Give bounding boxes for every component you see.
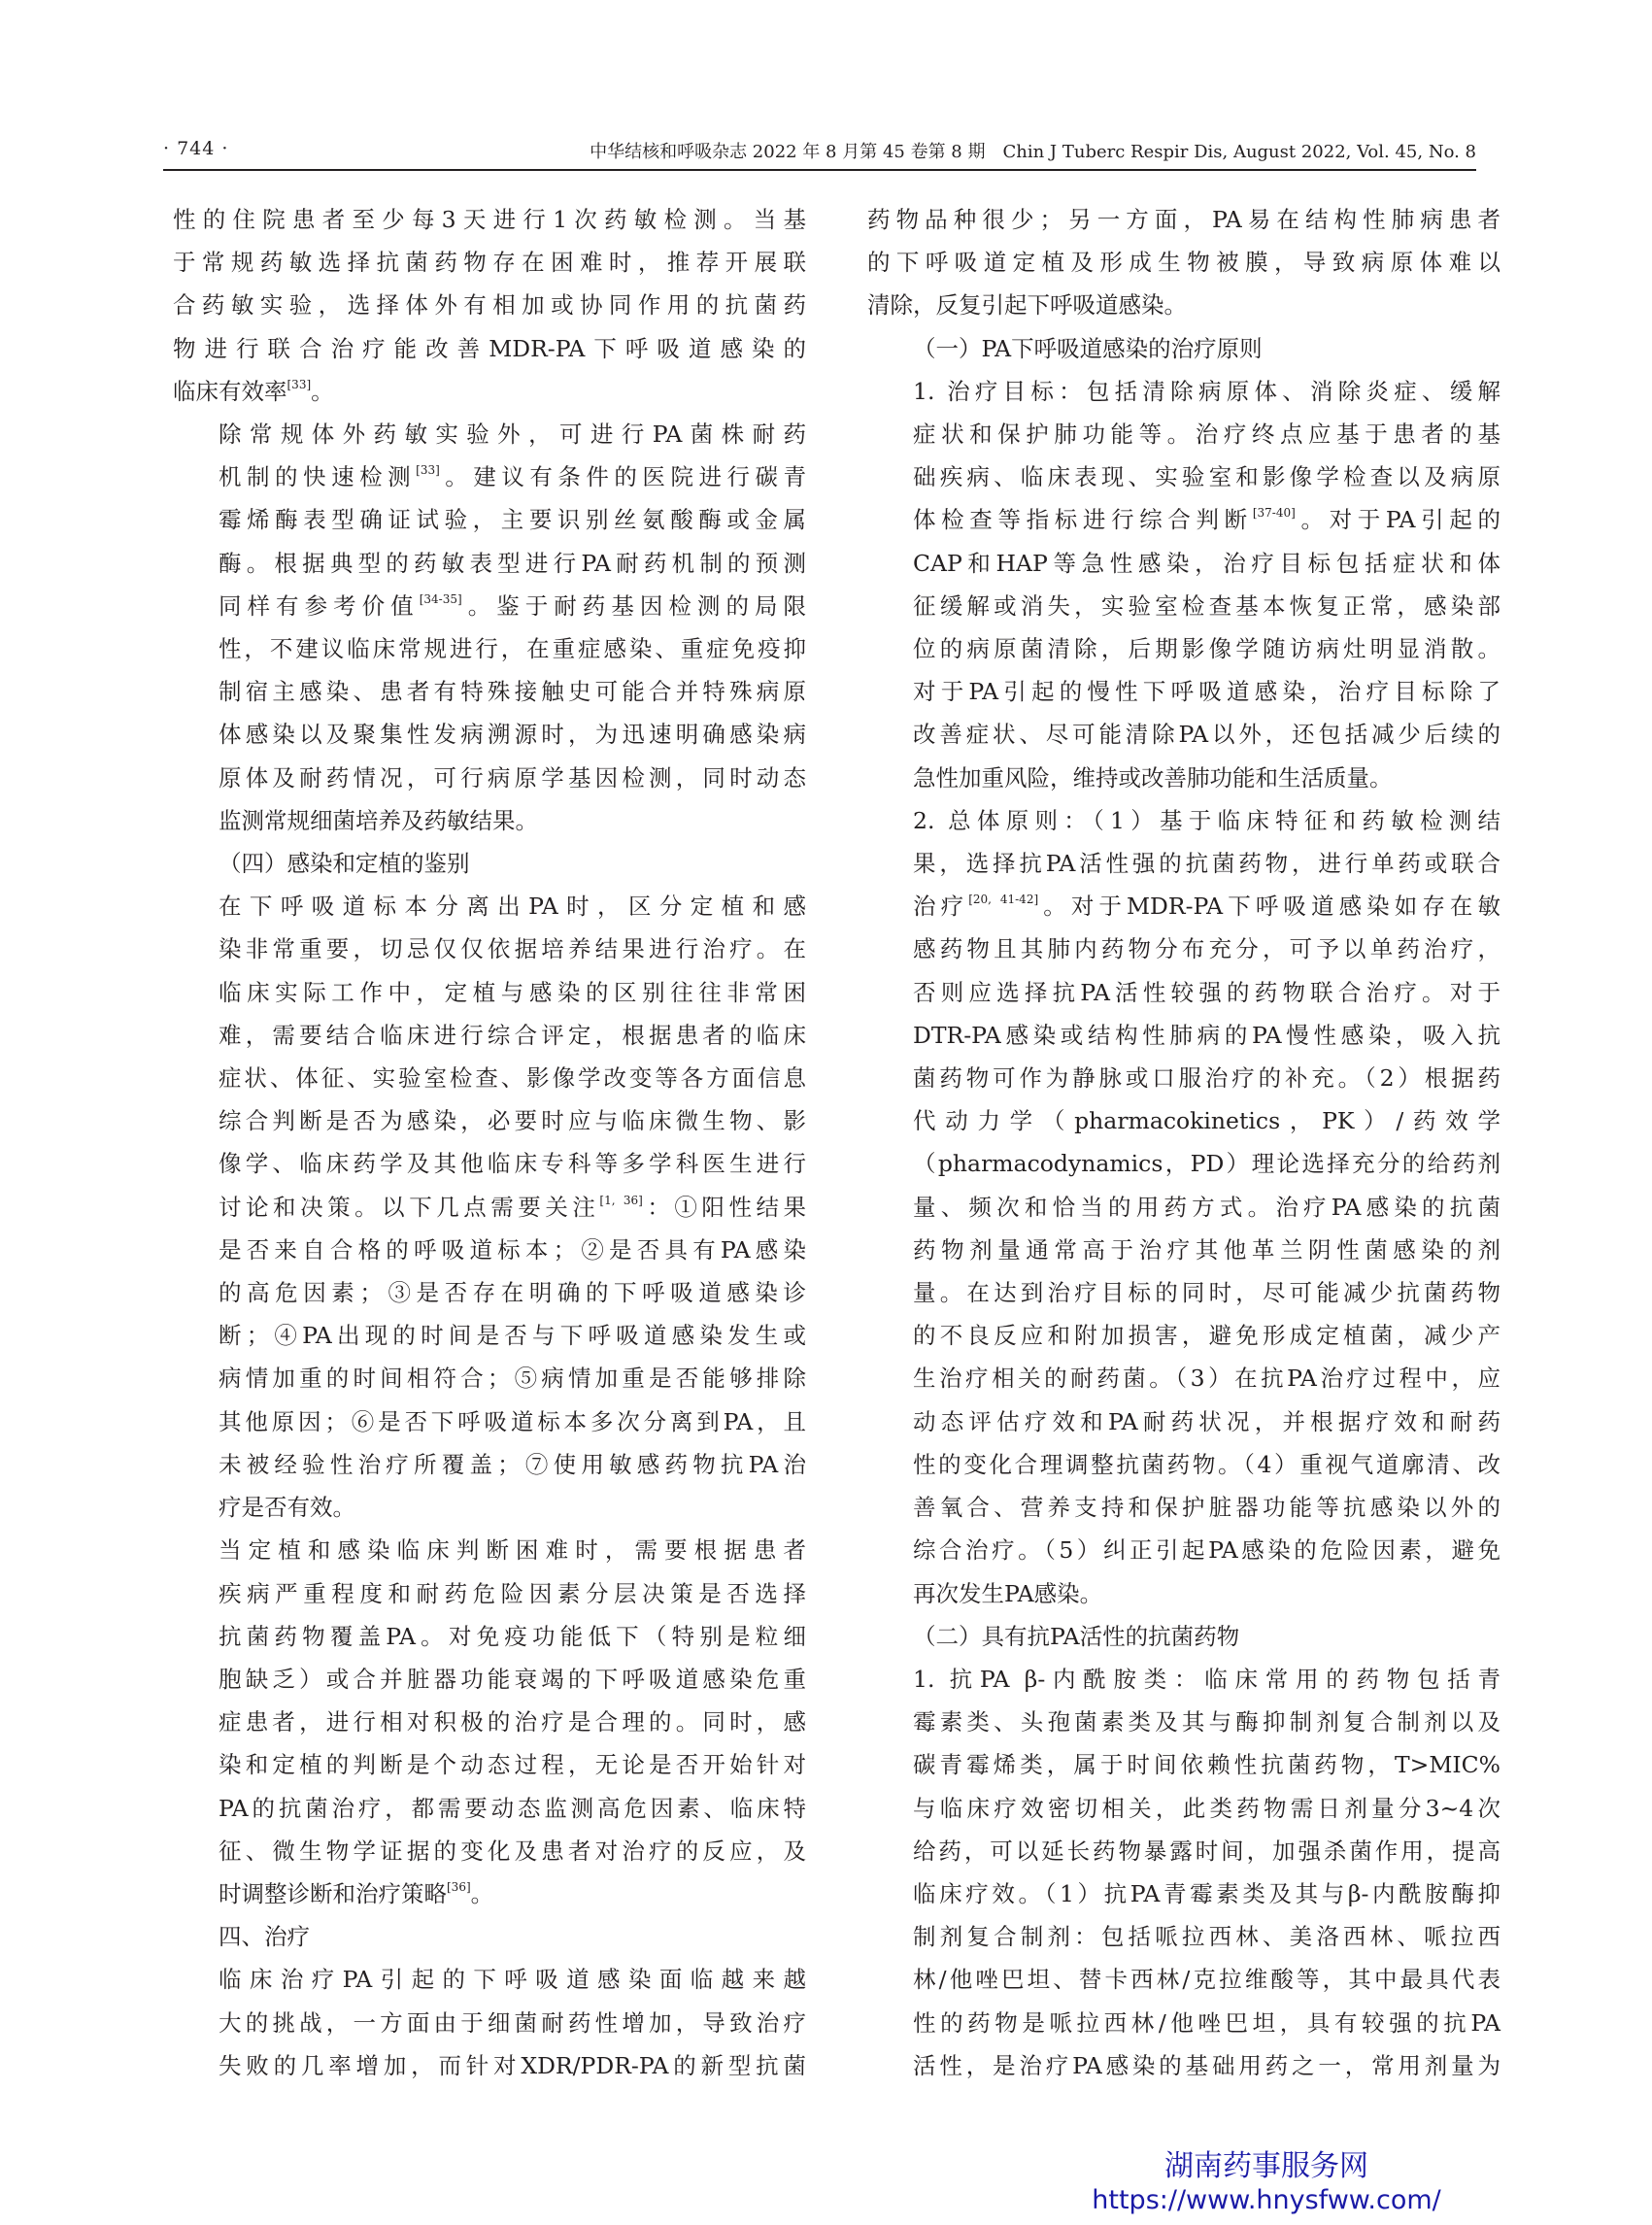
text-line: 监测常规细菌培养及药敏结果。 xyxy=(219,806,538,834)
text-line: 霉素类、头孢菌素类及其与酶抑制剂复合制剂以及 xyxy=(913,1708,1500,1736)
text-line: 生治疗相关的耐药菌。（3）在抗PA治疗过程中，应 xyxy=(913,1365,1500,1393)
text-line: 改善症状、尽可能清除PA以外，还包括减少后续的 xyxy=(913,721,1500,749)
citation: [37-40] xyxy=(1252,506,1296,521)
text-line: 位的病原菌清除，后期影像学随访病灶明显消散。 xyxy=(913,635,1500,663)
text-line: 的不良反应和附加损害，避免形成定植菌，减少产 xyxy=(913,1322,1500,1350)
text-line: 大的挑战，一方面由于细菌耐药性增加，导致治疗 xyxy=(219,2008,806,2037)
text-line: 于常规药敏选择抗菌药物存在困难时，推荐开展联 xyxy=(173,249,806,277)
citation: [36] xyxy=(447,1879,471,1894)
text-line: 2. 总体原则：（1）基于临床特征和药敏检测结 xyxy=(913,806,1500,834)
text-line: 临床实际工作中，定植与感染的区别往往非常困 xyxy=(219,978,806,1006)
text-line: 是否来自合格的呼吸道标本；②是否具有PA感染 xyxy=(219,1235,806,1264)
text-line: 胞缺乏）或合并脏器功能衰竭的下呼吸道感染危重 xyxy=(219,1665,806,1693)
text-line: 性的药物是哌拉西林/他唑巴坦，具有较强的抗PA xyxy=(913,2008,1500,2037)
text-line: 其他原因；⑥是否下呼吸道标本多次分离到PA，且 xyxy=(219,1407,806,1435)
section-heading: （四）感染和定植的鉴别 xyxy=(219,850,470,878)
text-line: 性的变化合理调整抗菌药物。（4）重视气道廓清、改 xyxy=(913,1450,1500,1478)
text-line: 染非常重要，切忌仅仅依据培养结果进行治疗。在 xyxy=(219,935,806,963)
text-line: 的下呼吸道定植及形成生物被膜，导致病原体难以 xyxy=(867,249,1500,277)
watermark-url[interactable]: https://www.hnysfww.com/ xyxy=(1092,2185,1441,2215)
text-line: 综合治疗。（5）纠正引起PA感染的危险因素，避免 xyxy=(913,1536,1500,1565)
text-line: 急性加重风险，维持或改善肺功能和生活质量。 xyxy=(913,763,1393,792)
text-line: 给药，可以延长药物暴露时间，加强杀菌作用，提高 xyxy=(913,1837,1500,1865)
text-line: 础疾病、临床表现、实验室和影像学检查以及病原 xyxy=(913,463,1500,491)
text-line: 在下呼吸道标本分离出PA时，区分定植和感 xyxy=(219,893,806,921)
journal-citation: 中华结核和呼吸杂志 2022 年 8 月第 45 卷第 8 期 Chin J Tuberc Respir Dis, August 2022, Vol. 45, No. 8 xyxy=(590,142,1476,162)
paragraph xyxy=(867,799,1500,1615)
text-line: 征、微生物学证据的变化及患者对治疗的反应，及 xyxy=(219,1837,806,1865)
text-line: 量。在达到治疗目标的同时，尽可能减少抗菌药物 xyxy=(913,1279,1500,1307)
text-line: 感药物且其肺内药物分布充分，可予以单药治疗， xyxy=(913,935,1500,963)
text-line: 时调整诊断和治疗策略[36]。 xyxy=(219,1879,494,1907)
text-line: 动态评估疗效和PA耐药状况，并根据疗效和耐药 xyxy=(913,1407,1500,1435)
text-line: 碳青霉烯类，属于时间依赖性抗菌药物，T>MIC% xyxy=(913,1751,1500,1779)
text-line: 否则应选择抗PA活性较强的药物联合治疗。对于 xyxy=(913,978,1500,1006)
paragraph xyxy=(867,1658,1500,2087)
text-line: （pharmacodynamics，PD）理论选择充分的给药剂 xyxy=(913,1150,1500,1178)
text-line: 1. 治疗目标：包括清除病原体、消除炎症、缓解 xyxy=(913,377,1500,405)
text-line: 未被经验性治疗所覆盖；⑦使用敏感药物抗PA治 xyxy=(219,1450,806,1478)
text-line: 当定植和感染临床判断困难时，需要根据患者 xyxy=(219,1536,806,1565)
page-number: · 744 · xyxy=(163,138,229,159)
text-line: 药物品种很少；另一方面，PA易在结构性肺病患者 xyxy=(867,206,1500,233)
text-line: 治疗[20, 41-42]。对于MDR-PA下呼吸道感染如存在敏 xyxy=(913,893,1501,921)
citation: [20, 41-42] xyxy=(968,893,1039,907)
text-line: 疾病严重程度和耐药危险因素分层决策是否选择 xyxy=(219,1579,806,1607)
text-line: 临床有效率[33]。 xyxy=(173,377,334,405)
text-line: 量、频次和恰当的用药方式。治疗PA感染的抗菌 xyxy=(913,1193,1500,1221)
text-line: 性，不建议临床常规进行，在重症感染、重症免疫抑 xyxy=(219,635,806,663)
text-line: 代动力学（pharmacokinetics，PK）/药效学 xyxy=(913,1107,1500,1135)
paragraph xyxy=(867,370,1500,799)
text-line: 综合判断是否为感染，必要时应与临床微生物、影 xyxy=(219,1107,806,1135)
text-line: 断；④PA出现的时间是否与下呼吸道感染发生或 xyxy=(219,1322,806,1350)
text-line: CAP和HAP等急性感染，治疗目标包括症状和体 xyxy=(913,549,1500,577)
text-line: 的高危因素；③是否存在明确的下呼吸道感染诊 xyxy=(219,1279,806,1307)
text-line: 征缓解或消失，实验室检查基本恢复正常，感染部 xyxy=(913,591,1500,620)
running-header xyxy=(163,130,1476,171)
citation: [33] xyxy=(287,377,312,391)
text-line: 善氧合、营养支持和保护脏器功能等抗感染以外的 xyxy=(913,1494,1500,1522)
citation: [34-35] xyxy=(419,591,462,606)
paragraph xyxy=(173,885,806,1529)
text-line: 活性，是治疗PA感染的基础用药之一，常用剂量为 xyxy=(913,2051,1500,2079)
watermark-site-name: 湖南药事服务网 xyxy=(1164,2149,1368,2183)
text-line: 菌药物可作为静脉或口服治疗的补充。（2）根据药 xyxy=(913,1064,1500,1093)
text-line: 同样有参考价值[34-35]。鉴于耐药基因检测的局限 xyxy=(219,591,807,620)
text-line: 对于PA引起的慢性下呼吸道感染，治疗目标除了 xyxy=(913,678,1500,706)
text-line: 病情加重的时间相符合；⑤病情加重是否能够排除 xyxy=(219,1365,806,1393)
text-line: 讨论和决策。以下几点需要关注[1, 36]：①阳性结果 xyxy=(219,1193,807,1221)
text-line: 清除，反复引起下呼吸道感染。 xyxy=(867,291,1187,320)
watermark xyxy=(1072,2149,1461,2217)
left-column xyxy=(173,198,806,2087)
text-line: 临床疗效。（1）抗PA青霉素类及其与β-内酰胺酶抑 xyxy=(913,1879,1500,1907)
citation: [33] xyxy=(416,463,440,478)
text-line: 抗菌药物覆盖PA。对免疫功能低下（特别是粒细 xyxy=(219,1622,806,1650)
text-line: 再次发生PA感染。 xyxy=(913,1579,1103,1607)
citation: [1, 36] xyxy=(599,1193,643,1207)
text-line: 临床治疗PA引起的下呼吸道感染面临越来越 xyxy=(219,1966,806,1994)
text-line: 与临床疗效密切相关，此类药物需日剂量分3~4次 xyxy=(913,1794,1500,1822)
text-line: 酶。根据典型的药敏表型进行PA耐药机制的预测 xyxy=(219,549,806,577)
text-line: 物进行联合治疗能改善MDR-PA下呼吸道感染的 xyxy=(173,334,806,362)
text-line: 体检查等指标进行综合判断[37-40]。对于PA引起的 xyxy=(913,506,1500,534)
text-line: 制剂复合制剂：包括哌拉西林、美洛西林、哌拉西 xyxy=(913,1923,1500,1951)
text-line: 症状、体征、实验室检查、影像学改变等各方面信息 xyxy=(219,1064,806,1093)
text-line: 症状和保护肺功能等。治疗终点应基于患者的基 xyxy=(913,421,1500,449)
text-line: 性的住院患者至少每3天进行1次药敏检测。当基 xyxy=(173,206,806,233)
text-line: 原体及耐药情况，可行病原学基因检测，同时动态 xyxy=(219,763,806,792)
text-line: 像学、临床药学及其他临床专科等多学科医生进行 xyxy=(219,1150,806,1178)
text-line: 林/他唑巴坦、替卡西林/克拉维酸等，其中最具代表 xyxy=(913,1966,1500,1994)
text-line: 合药敏实验，选择体外有相加或协同作用的抗菌药 xyxy=(173,291,806,320)
text-line: 霉烯酶表型确证试验，主要识别丝氨酸酶或金属 xyxy=(219,506,806,534)
text-line: PA的抗菌治疗，都需要动态监测高危因素、临床特 xyxy=(219,1794,806,1822)
text-line: 失败的几率增加，而针对XDR/PDR-PA的新型抗菌 xyxy=(219,2051,806,2079)
paragraph xyxy=(867,198,1500,327)
text-line: 机制的快速检测[33]。建议有条件的医院进行碳青 xyxy=(219,463,807,491)
section-heading: （一）PA下呼吸道感染的治疗原则 xyxy=(913,334,1263,362)
text-line: 症患者，进行相对积极的治疗是合理的。同时，感 xyxy=(219,1708,806,1736)
text-line: 1. 抗PA β-内酰胺类：临床常用的药物包括青 xyxy=(913,1665,1500,1693)
section-heading: 四、治疗 xyxy=(219,1923,310,1951)
paragraph xyxy=(173,1958,806,2087)
text-line: 染和定植的判断是个动态过程，无论是否开始针对 xyxy=(219,1751,806,1779)
right-column xyxy=(867,198,1500,2087)
text-line: 制宿主感染、患者有特殊接触史可能合并特殊病原 xyxy=(219,678,806,706)
paragraph xyxy=(173,1529,806,1915)
text-line: 药物剂量通常高于治疗其他革兰阴性菌感染的剂 xyxy=(913,1235,1500,1264)
paragraph xyxy=(173,198,806,413)
paragraph xyxy=(173,413,806,842)
section-heading: （二）具有抗PA活性的抗菌药物 xyxy=(913,1622,1240,1650)
text-line: 难，需要结合临床进行综合评定，根据患者的临床 xyxy=(219,1021,806,1049)
text-line: 果，选择抗PA活性强的抗菌药物，进行单药或联合 xyxy=(913,850,1500,878)
text-line: 疗是否有效。 xyxy=(219,1494,355,1522)
text-line: 体感染以及聚集性发病溯源时，为迅速明确感染病 xyxy=(219,721,806,749)
text-line: 除常规体外药敏实验外，可进行PA菌株耐药 xyxy=(219,421,806,449)
text-line: DTR-PA感染或结构性肺病的PA慢性感染，吸入抗 xyxy=(913,1021,1500,1049)
